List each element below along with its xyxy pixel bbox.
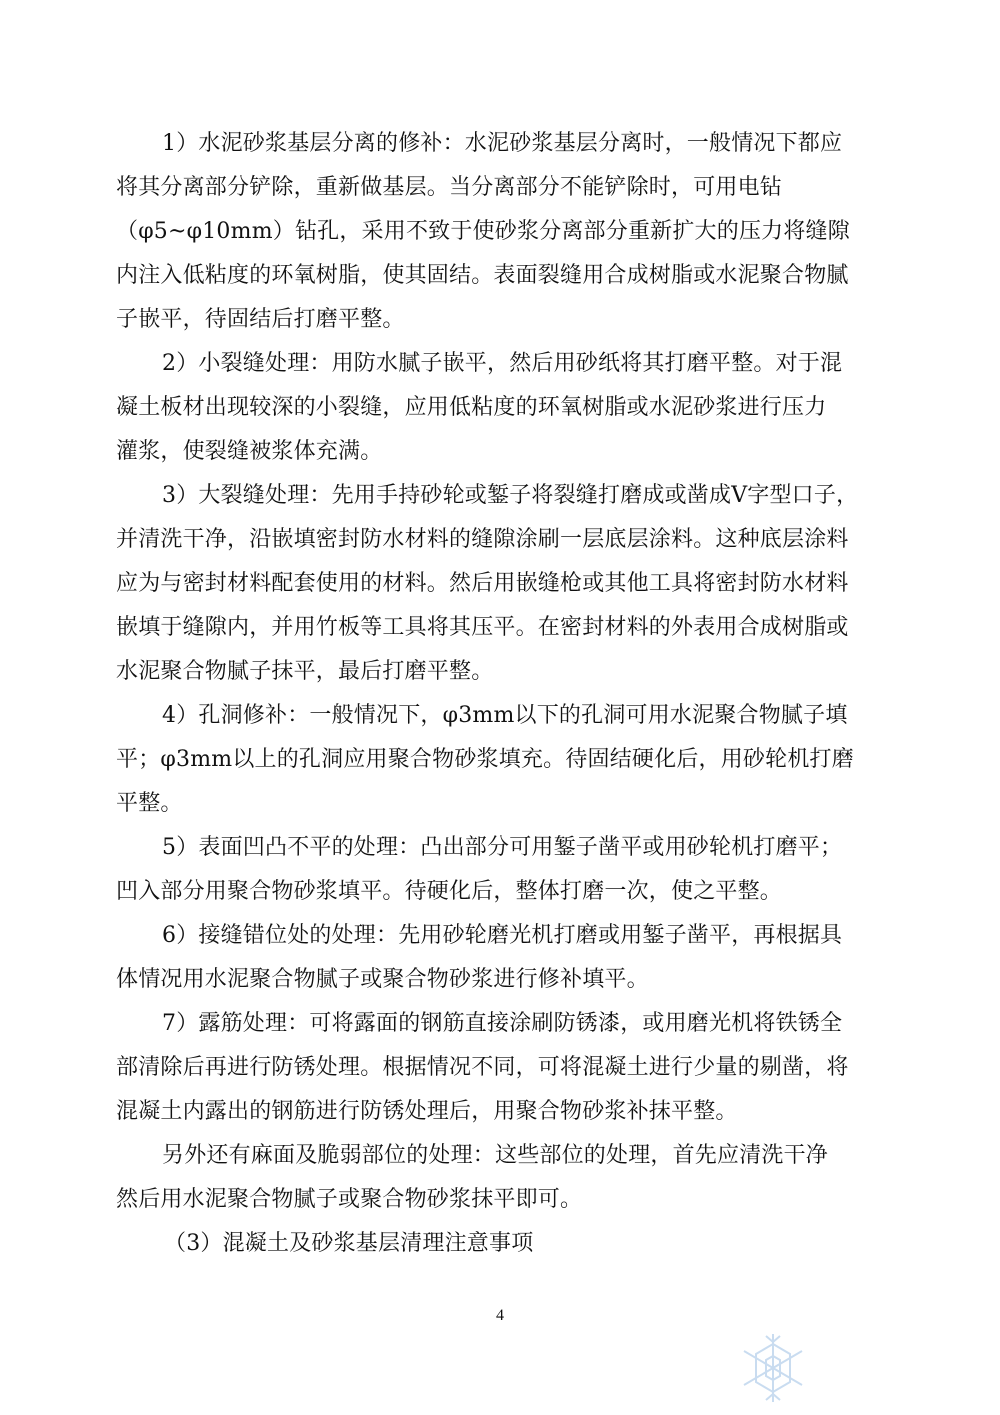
section-subheading: （3）混凝土及砂浆基层清理注意事项 [164, 1231, 534, 1256]
text-line: 3）大裂缝处理：先用手持砂轮或錾子将裂缝打磨成或凿成V字型口子， [162, 483, 859, 508]
text-line: 平整。 [116, 791, 183, 816]
text-line: 内注入低粘度的环氧树脂，使其固结。表面裂缝用合成树脂或水泥聚合物腻 [116, 263, 849, 288]
paragraph [116, 474, 886, 694]
text-line: 然后用水泥聚合物腻子或聚合物砂浆抹平即可。 [116, 1187, 583, 1212]
page-body [116, 122, 886, 1266]
text-line: 凝土板材出现较深的小裂缝，应用低粘度的环氧树脂或水泥砂浆进行压力 [116, 395, 827, 420]
paragraph [116, 342, 886, 474]
paragraph [116, 914, 886, 1002]
text-line: 子嵌平，待固结后打磨平整。 [116, 307, 405, 332]
text-line: 灌浆，使裂缝被浆体充满。 [116, 439, 383, 464]
text-line: 体情况用水泥聚合物腻子或聚合物砂浆进行修补填平。 [116, 967, 649, 992]
text-line: （φ5~φ10mm）钻孔，采用不致于使砂浆分离部分重新扩大的压力将缝隙 [116, 219, 850, 244]
text-line: 水泥聚合物腻子抹平，最后打磨平整。 [116, 659, 494, 684]
text-line: 7）露筋处理：可将露面的钢筋直接涂刷防锈漆，或用磨光机将铁锈全 [162, 1011, 843, 1036]
text-line: 1）水泥砂浆基层分离的修补：水泥砂浆基层分离时，一般情况下都应 [162, 131, 843, 156]
text-line: 嵌填于缝隙内，并用竹板等工具将其压平。在密封材料的外表用合成树脂或 [116, 615, 849, 640]
text-line: 2）小裂缝处理：用防水腻子嵌平，然后用砂纸将其打磨平整。对于混 [162, 351, 843, 376]
text-line: 部清除后再进行防锈处理。根据情况不同，可将混凝土进行少量的剔凿，将 [116, 1055, 849, 1080]
text-line: 平；φ3mm以上的孔洞应用聚合物砂浆填充。待固结硬化后，用砂轮机打磨 [116, 747, 854, 772]
paragraph [116, 826, 886, 914]
text-line: 4）孔洞修补：一般情况下，φ3mm以下的孔洞可用水泥聚合物腻子填 [162, 703, 848, 728]
text-line: 5）表面凹凸不平的处理：凸出部分可用錾子凿平或用砂轮机打磨平； [162, 835, 843, 860]
paragraph [116, 694, 886, 826]
text-line: 应为与密封材料配套使用的材料。然后用嵌缝枪或其他工具将密封防水材料 [116, 571, 849, 596]
snowflake-icon [728, 1328, 818, 1408]
page-number: 4 [496, 1307, 504, 1324]
text-line: 将其分离部分铲除，重新做基层。当分离部分不能铲除时，可用电钻 [116, 175, 783, 200]
text-line: 凹入部分用聚合物砂浆填平。待硬化后，整体打磨一次，使之平整。 [116, 879, 783, 904]
paragraph [116, 122, 886, 342]
text-line: 混凝土内露出的钢筋进行防锈处理后，用聚合物砂浆补抹平整。 [116, 1099, 738, 1124]
paragraph [116, 1002, 886, 1134]
paragraph [116, 1134, 886, 1222]
text-line: 另外还有麻面及脆弱部位的处理：这些部位的处理，首先应清洗干净 [162, 1143, 829, 1168]
text-line: 6）接缝错位处的处理：先用砂轮磨光机打磨或用錾子凿平，再根据具 [162, 923, 843, 948]
text-line: 并清洗干净，沿嵌填密封防水材料的缝隙涂刷一层底层涂料。这种底层涂料 [116, 527, 849, 552]
